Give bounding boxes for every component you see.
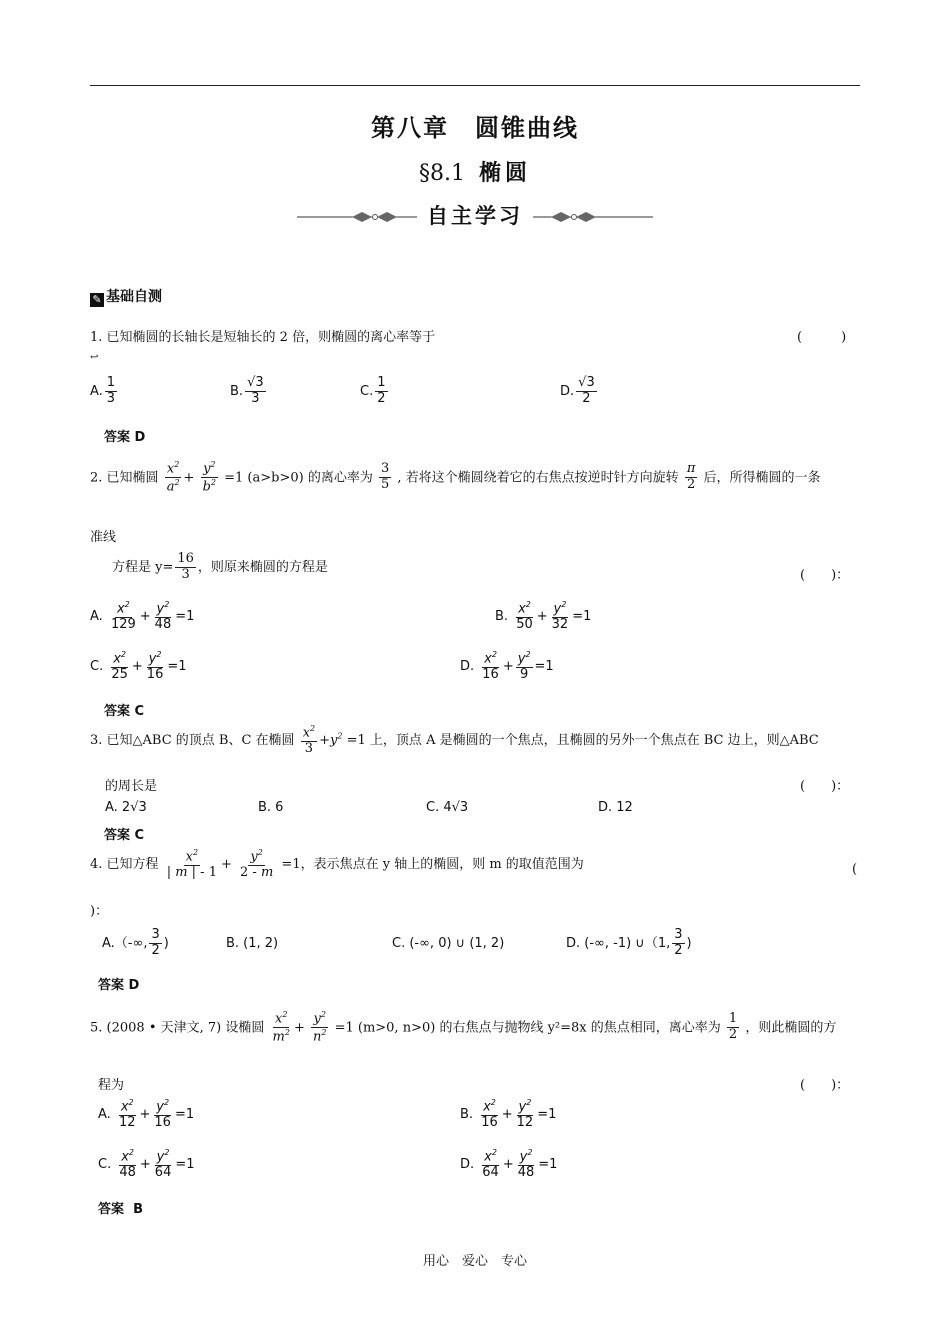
q2-option-a: A. $\frac{x^2}{129}$ + $\frac{y^2}{48}$ =1	[90, 600, 195, 633]
q3-option-a: A. 2√3	[105, 800, 147, 815]
header-rule	[90, 85, 860, 86]
q2-line2: 准线	[90, 530, 117, 545]
q1-answer: 答案 D	[104, 430, 146, 445]
q5-option-c: C. $\frac{x^2}{48}$ + $\frac{y^2}{64}$ =1	[98, 1148, 195, 1181]
pencil-box-icon: ✎	[90, 293, 104, 307]
q2-option-b: B. $\frac{x^2}{50}$ + $\frac{y^2}{32}$ =1	[495, 600, 592, 633]
q2-option-d: D. $\frac{x^2}{16}$ + $\frac{y^2}{9}$ =1	[460, 650, 554, 683]
q5-line2: 程为	[98, 1078, 125, 1093]
subsection-heading: ✎ 基础自测	[90, 286, 162, 307]
q3-stem: 3. 已知△ABC 的顶点 B、C 在椭圆 $\frac{x^2}{3}$ $+y^2 =1$ 上，顶点 A 是椭圆的一个焦点，且椭圆的另外一个焦点在 BC 边上，则△ABC	[90, 724, 819, 757]
q1-stem: 1. 已知椭圆的长轴长是短轴长的 2 倍，则椭圆的离心率等于	[90, 330, 436, 345]
q4-paren-open: (	[852, 862, 858, 877]
q3-option-c: C. 4√3	[426, 800, 469, 815]
q2-paren: ( )：	[800, 568, 850, 583]
q4-option-d: D. (-∞, -1) ∪（1, $\frac{3}{2}$ )	[566, 927, 692, 958]
chapter-title: 第八章 圆锥曲线	[371, 114, 579, 142]
q3-answer: 答案 C	[104, 828, 145, 843]
q5-paren: ( )：	[800, 1078, 850, 1093]
q5-stem: 5. (2008 • 天津文, 7) 设椭圆 $\frac{x^2}{m^2}$ + $\frac{y^2}{n^2}$ =1 (m>0, n>0) 的右焦点与抛物线 y²=8x 的焦点相同，离心率为 $\frac{1}{2}$ ，则此椭圆的方	[90, 1010, 837, 1045]
q2-option-c: C. $\frac{x^2}{25}$ + $\frac{y^2}{16}$ =1	[90, 650, 187, 683]
q1-option-c: C. $\frac{1}{2}$	[360, 375, 386, 406]
page-footer: 用心 爱心 专心	[422, 1254, 527, 1269]
q5-option-a: A. $\frac{x^2}{12}$ + $\frac{y^2}{16}$ =1	[98, 1098, 195, 1131]
q3-option-d: D. 12	[598, 800, 633, 815]
q2-line3: 方程是 y= $\frac{16}{3}$ ，则原来椭圆的方程是	[112, 551, 328, 582]
left-ornament-icon	[297, 210, 417, 224]
banner	[0, 200, 950, 230]
q4-stem: 4. 已知方程 $\frac{x^2}{| m | - 1}$ + $\frac{y^2}{2 - m}$ =1，表示焦点在 y 轴上的椭圆，则 m 的取值范围为	[90, 848, 584, 881]
q4-option-b: B. (1, 2)	[226, 936, 279, 951]
arrow-mark-icon: ↩	[90, 352, 99, 363]
q4-line2: )：	[90, 904, 109, 919]
q2-stem: 2. 已知椭圆 $\frac{x^2}{a^2}$ + $\frac{y^2}{b^2}$ =1 (a>b>0) 的离心率为 $\frac{3}{5}$ , 若将这个椭圆绕着它的右焦点按逆时针方向旋转 $\frac{\pi}{2}$ 后，所得椭圆的一条	[90, 460, 821, 495]
section-number: §8.1	[418, 161, 465, 186]
section-name: 椭圆	[478, 161, 531, 186]
q5-option-b: B. $\frac{x^2}{16}$ + $\frac{y^2}{12}$ =1	[460, 1098, 557, 1131]
q2-answer: 答案 C	[104, 704, 145, 719]
banner-text: 自主学习	[427, 204, 523, 228]
q3-option-b: B. 6	[258, 800, 284, 815]
q1-option-a: A. $\frac{1}{3}$	[90, 375, 116, 406]
q1-option-d: D. $\frac{√3}{2}$	[560, 375, 595, 406]
q3-paren: ( )：	[800, 779, 850, 794]
q1-paren: ( )	[797, 330, 847, 345]
q1-option-b: B. $\frac{√3}{3}$	[230, 375, 264, 406]
section-title	[0, 156, 950, 187]
right-ornament-icon	[533, 210, 653, 224]
q4-option-c: C. (-∞, 0) ∪ (1, 2)	[392, 936, 505, 951]
q5-option-d: D. $\frac{x^2}{64}$ + $\frac{y^2}{48}$ =1	[460, 1148, 558, 1181]
q3-line2: 的周长是	[105, 779, 158, 794]
q4-option-a: A.（-∞, $\frac{3}{2}$ )	[102, 927, 169, 958]
q5-answer: 答案 B	[98, 1202, 143, 1217]
q4-answer: 答案 D	[98, 978, 140, 993]
